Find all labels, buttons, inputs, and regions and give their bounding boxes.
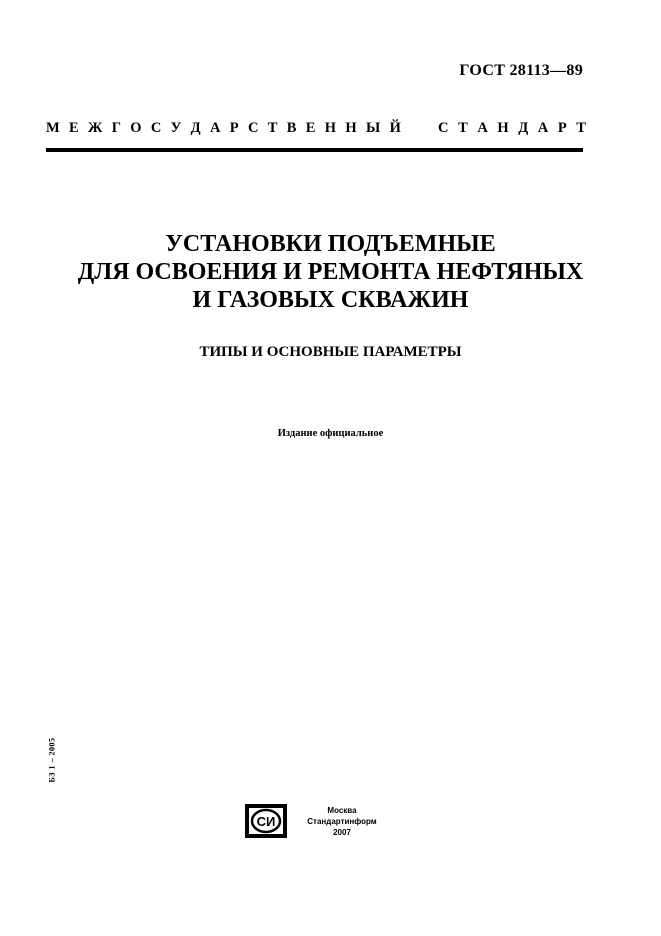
- header-divider: [46, 148, 583, 152]
- side-catalog-code: БЗ 1 – 2005: [47, 737, 57, 783]
- publisher-city: Москва: [327, 806, 357, 815]
- publisher-year: 2007: [333, 828, 351, 837]
- publisher-logo-icon: [245, 804, 287, 838]
- publisher-name: Стандартинформ: [307, 817, 377, 826]
- standard-type-heading: [46, 120, 586, 137]
- title-line-3: И ГАЗОВЫХ СКВАЖИН: [192, 287, 469, 313]
- document-number: ГОСТ 28113—89: [459, 62, 583, 79]
- document-subtitle: ТИПЫ И ОСНОВНЫЕ ПАРАМЕТРЫ: [199, 344, 462, 360]
- publisher-logo-text: СИ: [256, 814, 276, 829]
- title-line-2: ДЛЯ ОСВОЕНИЯ И РЕМОНТА НЕФТЯНЫХ: [77, 259, 584, 285]
- publisher-info: [296, 805, 388, 838]
- standard-type-word-1: М Е Ж Г О С У Д А Р С Т В Е Н Н Ы Й: [46, 120, 401, 136]
- title-line-1: УСТАНОВКИ ПОДЪЕМНЫЕ: [165, 231, 496, 257]
- edition-note: Издание официальное: [277, 428, 384, 439]
- standard-type-word-2: С Т А Н Д А Р Т: [438, 120, 586, 136]
- document-title: [0, 230, 661, 314]
